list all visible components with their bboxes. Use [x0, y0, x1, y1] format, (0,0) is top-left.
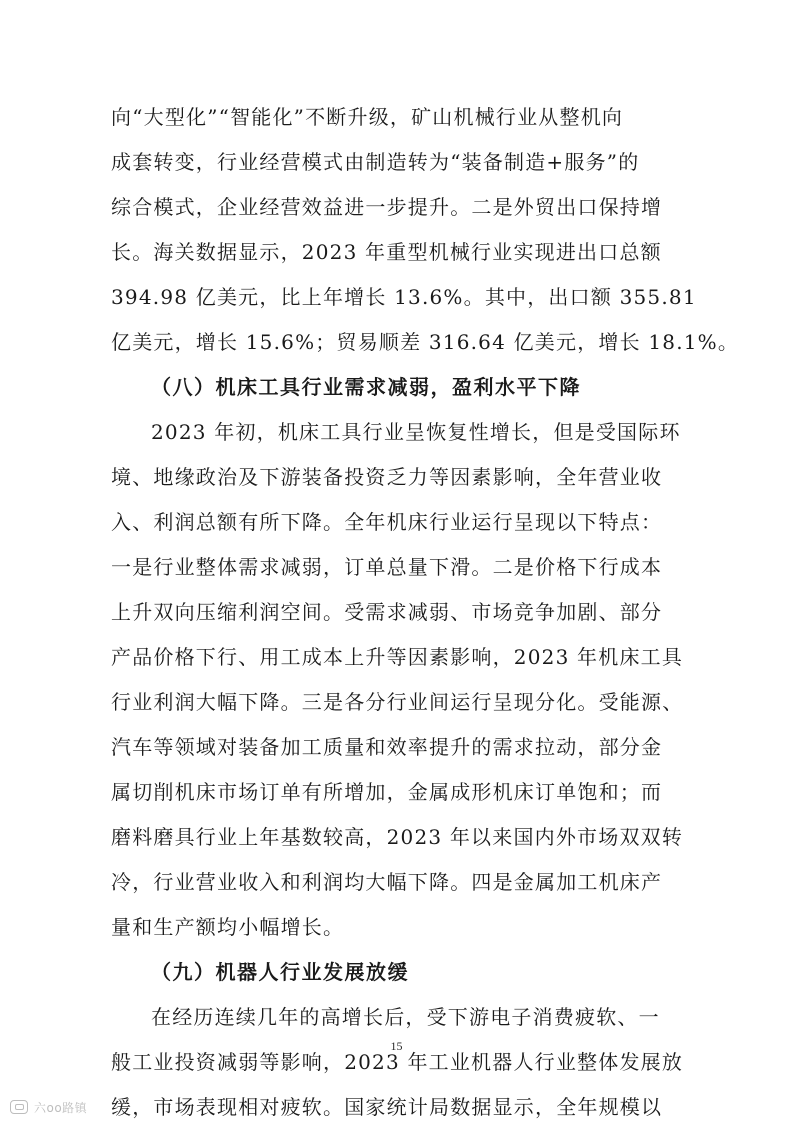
- paragraph-first-line: 2023 年初，机床工具行业呈恢复性增长，但是受国际环: [151, 420, 681, 444]
- body-text-line: 成套转变，行业经营模式由制造转为“装备制造+服务”的: [111, 150, 640, 174]
- body-text-line: 亿美元，增长 15.6%；贸易顺差 316.64 亿美元，增长 18.1%。: [111, 330, 740, 354]
- section-heading: （八）机床工具行业需求减弱，盈利水平下降: [151, 375, 581, 399]
- body-text-line: 一是行业整体需求减弱，订单总量下滑。二是价格下行成本: [111, 555, 663, 579]
- body-text-line: 汽车等领域对装备加工质量和效率提升的需求拉动，部分金: [111, 735, 663, 759]
- watermark-text: 六oo路镇: [34, 1100, 88, 1115]
- camera-logo-icon: [10, 1100, 28, 1114]
- body-text-line: 综合模式，企业经营效益进一步提升。二是外贸出口保持增: [111, 195, 663, 219]
- body-text-line: 量和生产额均小幅增长。: [111, 915, 345, 939]
- body-text-line: 属切削机床市场订单有所增加，金属成形机床订单饱和；而: [111, 780, 663, 804]
- body-text-line: 产品价格下行、用工成本上升等因素影响，2023 年机床工具: [111, 645, 684, 669]
- body-text-line: 境、地缘政治及下游装备投资乏力等因素影响，全年营业收: [111, 465, 663, 489]
- body-text-line: 冷，行业营业收入和利润均大幅下降。四是金属加工机床产: [111, 870, 663, 894]
- body-text-line: 394.98 亿美元，比上年增长 13.6%。其中，出口额 355.81: [111, 285, 697, 309]
- body-text-line: 向“大型化”“智能化”不断升级，矿山机械行业从整机向: [111, 105, 624, 129]
- paragraph-first-line: 在经历连续几年的高增长后，受下游电子消费疲软、一: [151, 1005, 660, 1029]
- body-text-line: 长。海关数据显示，2023 年重型机械行业实现进出口总额: [111, 240, 662, 264]
- page-number: 15: [390, 1039, 403, 1053]
- body-text-line: 磨料磨具行业上年基数较高，2023 年以来国内外市场双双转: [111, 825, 684, 849]
- section-heading: （九）机器人行业发展放缓: [151, 960, 409, 984]
- body-text-line: 行业利润大幅下降。三是各分行业间运行呈现分化。受能源、: [111, 690, 684, 714]
- body-text-line: 上升双向压缩利润空间。受需求减弱、市场竞争加剧、部分: [111, 600, 663, 624]
- body-text-line: 般工业投资减弱等影响，2023 年工业机器人行业整体发展放: [111, 1050, 684, 1074]
- body-text-line: 缓，市场表现相对疲软。国家统计局数据显示，全年规模以: [111, 1095, 663, 1119]
- watermark: [10, 1097, 87, 1117]
- body-text-line: 入、利润总额有所下降。全年机床行业运行呈现以下特点：: [111, 510, 663, 534]
